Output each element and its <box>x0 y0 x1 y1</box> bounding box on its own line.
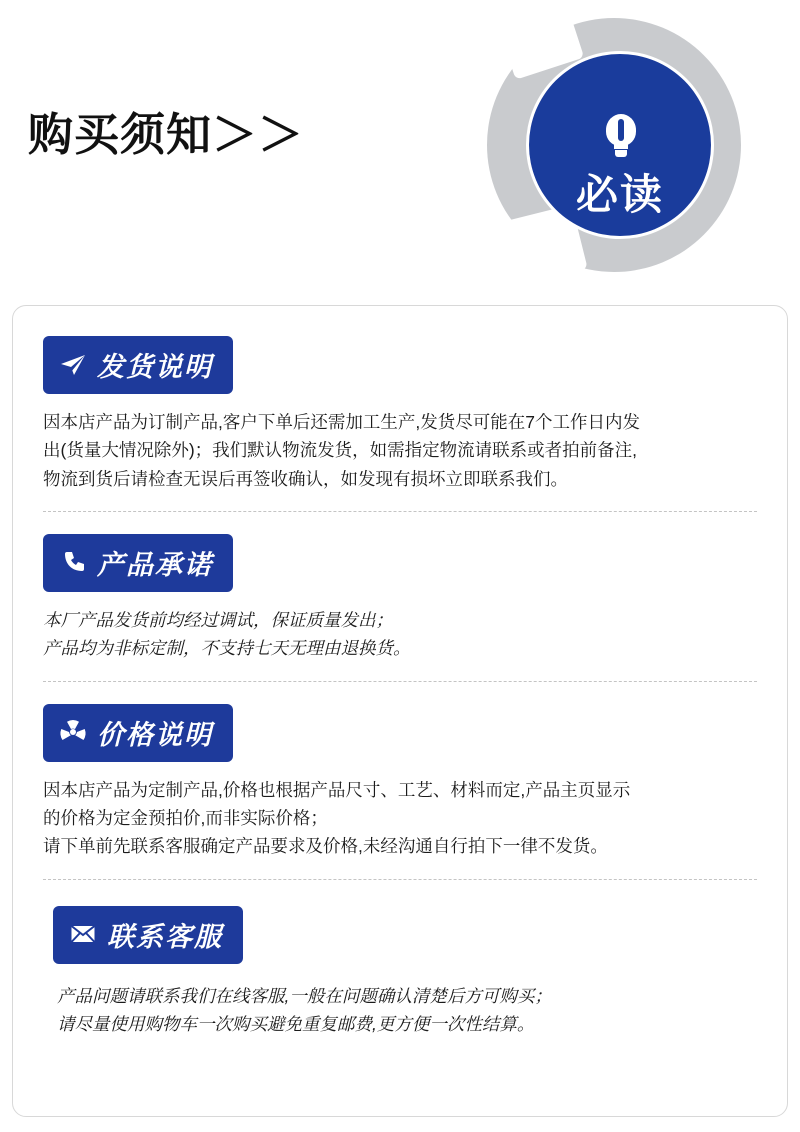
section-promise-body: 本厂产品发货前均经过调试，保证质量发出； 产品均为非标定制，不支持七天无理由退换货。 <box>43 610 411 659</box>
section-shipping <box>13 306 787 493</box>
badge-core <box>529 54 711 236</box>
section-price-body: 因本店产品为定制产品,价格也根据产品尺寸、工艺、材料而定,产品主页显示 的价格为定金预拍价,而非实际价格； 请下单前先联系客服确定产品要求及价格,未经沟通自行拍下一律不发货。 <box>43 779 631 857</box>
page-title: 购买须知＞＞ <box>28 109 305 160</box>
section-price <box>13 682 787 861</box>
section-shipping-tag <box>43 336 233 394</box>
page-header <box>0 0 800 290</box>
section-promise-tag <box>43 534 233 592</box>
section-support-body: 产品问题请联系我们在线客服,一般在问题确认清楚后方可购买； 请尽量使用购物车一次购买避免重复邮费,更方便一次性结算。 <box>57 985 552 1035</box>
phone-icon <box>59 549 87 577</box>
must-read-badge <box>487 18 751 282</box>
badge-label: 必读 <box>575 171 664 218</box>
section-promise-title: 产品承诺 <box>97 550 213 581</box>
section-shipping-title: 发货说明 <box>97 352 213 382</box>
lightbulb-icon <box>603 114 639 158</box>
paper-plane-icon <box>59 351 87 379</box>
notice-card <box>12 305 788 1117</box>
section-promise <box>13 512 787 663</box>
section-price-tag <box>43 704 233 762</box>
radiation-icon <box>59 718 87 746</box>
envelope-icon <box>69 920 97 948</box>
section-support-title: 联系客服 <box>107 921 223 952</box>
section-shipping-body: 因本店产品为订制产品,客户下单后还需加工生产,发货尽可能在7个工作日内发 出(货量大情况除外)；我们默认物流发货，如需指定物流请联系或者拍前备注, 物流到货后请检查无误后再签收确认，如发现有损坏立即联系我们。 <box>43 412 640 489</box>
section-support <box>13 880 787 1039</box>
section-support-tag <box>53 906 243 964</box>
section-price-title: 价格说明 <box>97 719 213 750</box>
